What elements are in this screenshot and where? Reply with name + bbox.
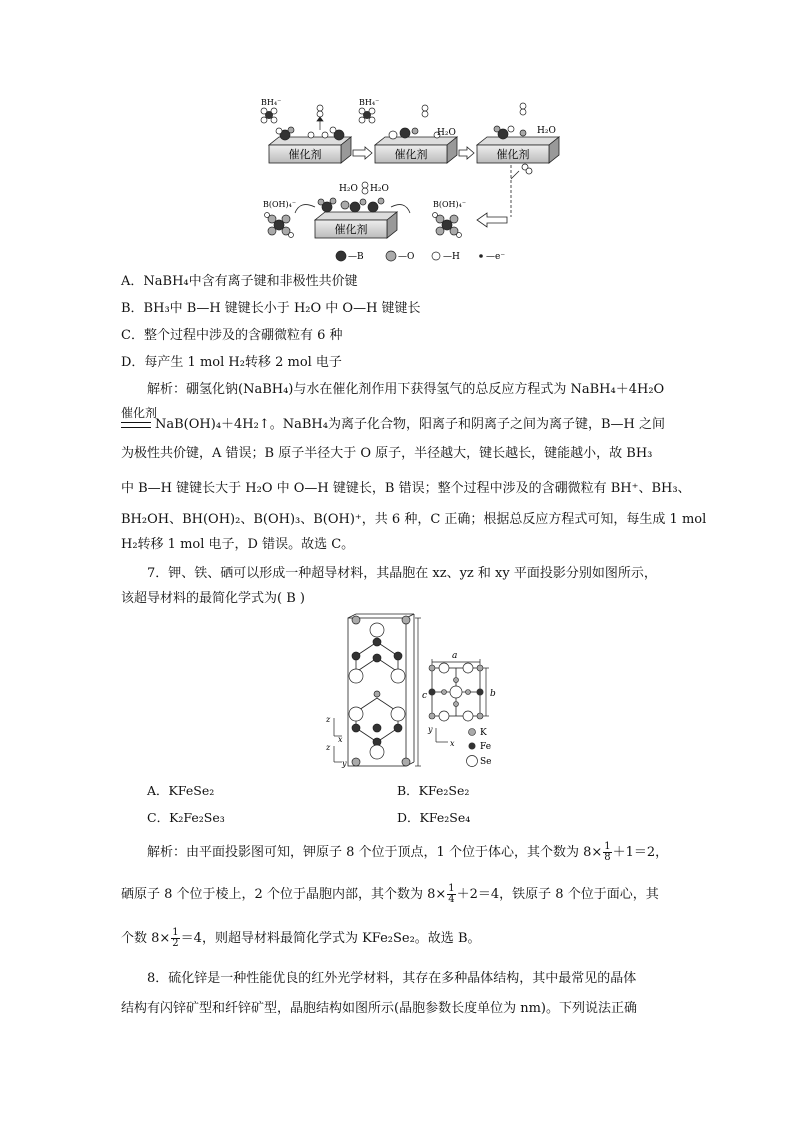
q7-analysis-line: 个数 8× $\frac{1}{2}$ ＝4，则超导材料最简化学式为 KFe₂Se₂。故选 B。 [121,927,481,949]
svg-text:B(OH)₄⁻: B(OH)₄⁻ [263,200,297,209]
h2-molecule [317,103,526,130]
q8-stem: 结构有闪锌矿型和纤锌矿型，晶胞结构如图所示(晶胞参数长度单位为 nm)。下列说法正确 [121,1001,637,1016]
catalyst-label: 催化剂 [496,148,530,161]
q6-analysis-line: 解析：硼氢化钠(NaBH₄)与水在催化剂作用下获得氢气的总反应方程式为 NaBH₄＋4H₂O [147,382,665,397]
crystal-legend [467,728,492,767]
svg-text:BH₄⁻: BH₄⁻ [261,98,282,107]
crystal-projection-figure [320,612,520,772]
reaction-mechanism-figure [255,95,575,270]
q7-option-a: A．KFeSe₂ [147,783,215,798]
svg-text:—H: —H [443,252,460,262]
svg-text:BH₄⁻: BH₄⁻ [359,98,380,107]
boh4-molecule [263,200,296,238]
svg-text:Fe: Fe [480,742,492,752]
q7-analysis-line: 解析：由平面投影图可知，钾原子 8 个位于顶点，1 个位于体心，其个数为 8× $\frac{1}{8}$ ＋1＝2， [147,841,669,863]
b-label: b [490,689,496,699]
catalyst-label: 催化剂 [288,148,322,161]
bh4-molecule [261,98,281,123]
q6-analysis-line: NaB(OH)₄＋4H₂↑。NaBH₄为离子化合物，阳离子和阴离子之间为离子键，B—H 之间 [155,417,665,432]
catalyst-label: 催化剂 [394,148,428,161]
q6-option-b: B．BH₃中 B—H 键键长小于 H₂O 中 O—H 键键长 [121,301,421,316]
catalyst-slab-2 [375,137,457,163]
catalyst-condition-label: 催化剂 [121,406,158,420]
h2o-label: H₂O [437,128,456,138]
q7-stem: 7．钾、铁、硒可以形成一种超导材料，其晶胞在 xz、yz 和 xy 平面投影分别如图所示， [147,566,657,581]
q8-stem: 8．硫化锌是一种性能优良的红外光学材料，其存在多种晶体结构，其中最常见的晶体 [147,971,637,986]
q6-option-a: A．NaBH₄中含有离子键和非极性共价键 [121,274,358,289]
q7-analysis-line: 硒原子 8 个位于棱上，2 个位于晶胞内部，其个数为 8× $\frac{1}{4}$ ＋2＝4，铁原子 8 个位于面心，其 [121,883,659,905]
svg-text:z: z [326,743,331,752]
svg-text:y: y [342,759,347,768]
svg-text:Se: Se [480,757,492,767]
svg-text:K: K [480,728,487,738]
q6-analysis-line: 中 B—H 键键长大于 H₂O 中 O—H 键键长，B 错误；整个过程中涉及的含硼微粒有 BH⁺、BH₃、 [121,481,691,496]
figure-legend [336,251,505,262]
svg-text:—e⁻: —e⁻ [486,252,506,262]
reaction-arrow-equals [121,422,151,428]
q7-option-b: B．KFe₂Se₂ [397,783,470,798]
svg-text:x: x [450,739,455,748]
c-label: c [422,691,428,701]
bh4-molecule [359,98,379,123]
svg-text:B(OH)₄⁻: B(OH)₄⁻ [433,200,467,209]
boh4-molecule [433,200,467,238]
svg-text:z: z [326,715,331,724]
h2o-label: H₂O [537,126,556,136]
q6-analysis-line: 为极性共价键，A 错误；B 原子半径大于 O 原子，半径越大，键长越长，键能越小，故 BH₃ [121,446,653,461]
h2o-label: H₂O [339,184,358,194]
svg-text:y: y [428,725,433,734]
catalyst-slab-4 [315,212,397,238]
svg-text:x: x [338,735,343,744]
b-dimension [483,668,489,716]
q7-stem: 该超导材料的最简化学式为( B ) [121,591,305,606]
q6-option-c: C．整个过程中涉及的含硼微粒有 6 种 [121,328,343,343]
c-dimension [415,618,421,766]
a-label: a [452,651,458,661]
catalyst-label: 催化剂 [334,223,368,236]
svg-text:—O: —O [398,252,415,262]
svg-text:—B: —B [348,252,364,262]
q7-option-c: C．K₂Fe₂Se₃ [147,810,225,825]
q6-option-d: D．每产生 1 mol H₂转移 2 mol 电子 [121,355,342,370]
fraction: $\frac{1}{2}$ [172,927,179,949]
catalyst-slab-1 [269,137,351,163]
dashed-connector [477,164,532,227]
catalyst-slab-3 [477,137,559,163]
fraction: $\frac{1}{8}$ [604,841,611,863]
q6-analysis-line: H₂转移 1 mol 电子，D 错误。故选 C。 [121,537,355,552]
q6-analysis-line: BH₂OH、BH(OH)₂、B(OH)₃、B(OH)⁺，共 6 种，C 正确；根据总反应方程式可知，每生成 1 mol [121,512,707,527]
q7-option-d: D．KFe₂Se₄ [397,810,471,825]
fraction: $\frac{1}{4}$ [448,883,455,905]
axes-xy [436,728,448,742]
h2o-label: H₂O [370,184,389,194]
